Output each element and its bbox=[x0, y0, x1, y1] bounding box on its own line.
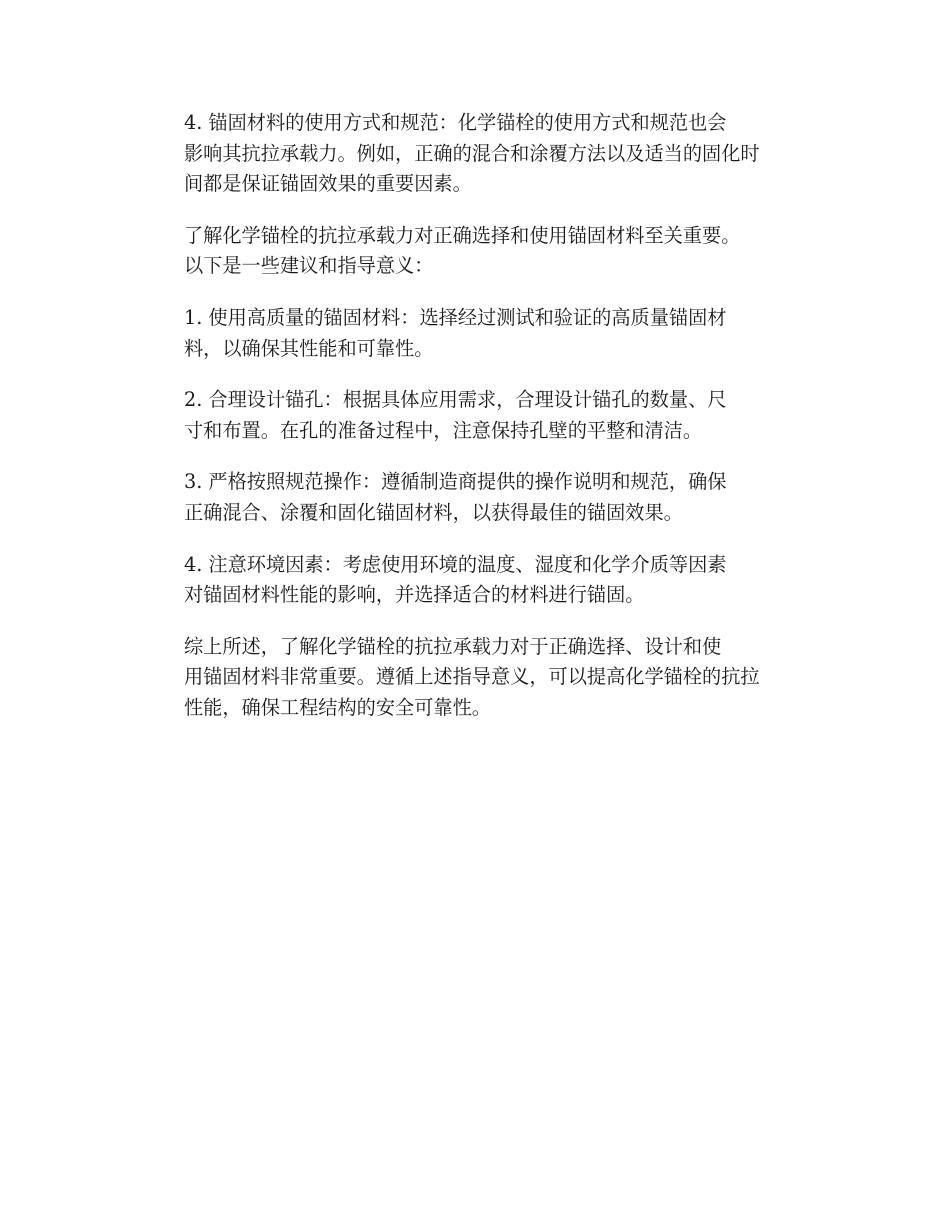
paragraph-suggestion-3 bbox=[139, 467, 839, 528]
document-body bbox=[139, 108, 839, 745]
text-line: 影响其抗拉承载力。例如，正确的混合和涂覆方法以及适当的固化时 bbox=[184, 141, 760, 165]
text-line: 料，以确保其性能和可靠性。 bbox=[184, 336, 434, 360]
paragraph-suggestion-4 bbox=[139, 550, 839, 611]
text-line: 1. 使用高质量的锚固材料：选择经过测试和验证的高质量锚固材 bbox=[184, 305, 727, 329]
text-line: 正确混合、涂覆和固化锚固材料，以获得最佳的锚固效果。 bbox=[184, 500, 683, 524]
text-line: 了解化学锚栓的抗拉承载力对正确选择和使用锚固材料至关重要。 bbox=[184, 223, 741, 247]
paragraph-conclusion bbox=[139, 632, 839, 724]
text-line: 4. 锚固材料的使用方式和规范：化学锚栓的使用方式和规范也会 bbox=[184, 111, 727, 134]
text-line: 间都是保证锚固效果的重要因素。 bbox=[184, 172, 472, 196]
text-line: 以下是一些建议和指导意义： bbox=[184, 254, 434, 278]
text-line: 性能，确保工程结构的安全可靠性。 bbox=[184, 695, 491, 719]
text-line: 3. 严格按照规范操作：遵循制造商提供的操作说明和规范，确保 bbox=[184, 470, 727, 494]
text-line: 对锚固材料性能的影响，并选择适合的材料进行锚固。 bbox=[184, 583, 645, 607]
paragraph-suggestion-1 bbox=[139, 303, 839, 364]
text-line: 寸和布置。在孔的准备过程中，注意保持孔壁的平整和清洁。 bbox=[184, 418, 703, 442]
text-line: 综上所述，了解化学锚栓的抗拉承载力对于正确选择、设计和使 bbox=[184, 634, 722, 658]
paragraph-intro-suggestions bbox=[139, 221, 839, 282]
text-line: 用锚固材料非常重要。遵循上述指导意义，可以提高化学锚栓的抗拉 bbox=[184, 665, 760, 689]
text-line: 2. 合理设计锚孔：根据具体应用需求，合理设计锚孔的数量、尺 bbox=[184, 388, 727, 412]
paragraph-anchoring-usage bbox=[139, 108, 839, 200]
paragraph-suggestion-2 bbox=[139, 385, 839, 446]
text-line: 4. 注意环境因素：考虑使用环境的温度、湿度和化学介质等因素 bbox=[184, 552, 727, 576]
